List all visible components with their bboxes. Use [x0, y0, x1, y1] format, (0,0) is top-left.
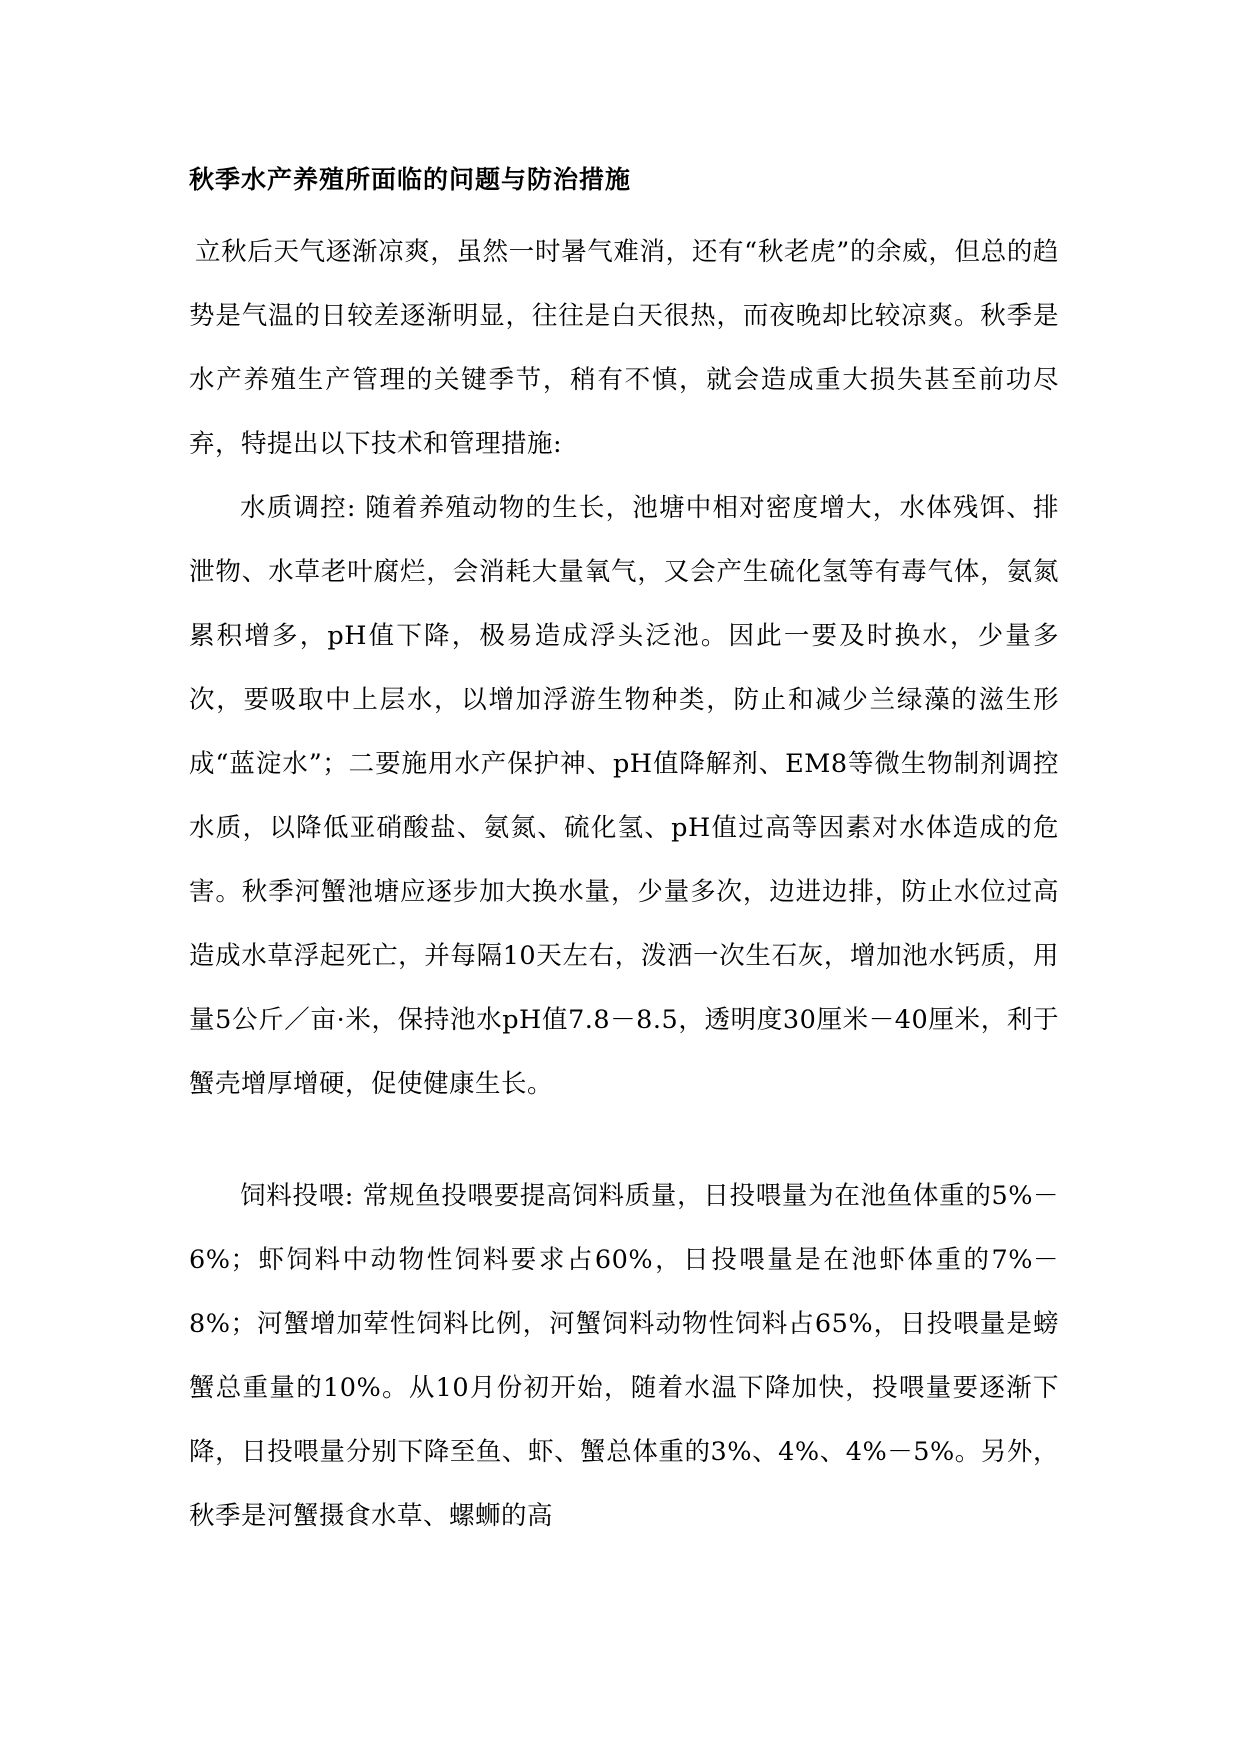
- paragraph-intro: 立秋后天气逐渐凉爽，虽然一时暑气难消，还有“秋老虎”的余威，但总的趋势是气温的日较差逐渐明显，往往是白天很热，而夜晚却比较凉爽。秋季是水产养殖生产管理的关键季节，稍有不慎，就会造成重大损失甚至前功尽弃，特提出以下技术和管理措施:: [189, 237, 1059, 459]
- paragraph-feeding: 饲料投喂: 常规鱼投喂要提高饲料质量，日投喂量为在池鱼体重的5%－6%；虾饲料中动物性饲料要求占60%，日投喂量是在池虾体重的7%－8%；河蟹增加荤性饲料比例，河蟹饲料动物性饲料占65%，日投喂量是螃蟹总重量的10%。从10月份初开始，随着水温下降加快，投喂量要逐渐下降，日投喂量分别下降至鱼、虾、蟹总体重的3%、4%、4%－5%。另外，秋季是河蟹摄食水草、螺蛳的高: [189, 1181, 1059, 1531]
- document-title: 秋季水产养殖所面临的问题与防治措施: [189, 165, 632, 194]
- paragraph-water-quality: 水质调控: 随着养殖动物的生长，池塘中相对密度增大，水体残饵、排泄物、水草老叶腐烂，会消耗大量氧气，又会产生硫化氢等有毒气体，氨氮累积增多，pH值下降，极易造成浮头泛池。因此一要及时换水，少量多次，要吸取中上层水，以增加浮游生物种类，防止和减少兰绿藻的滋生形成“蓝淀水”；二要施用水产保护神、pH值降解剂、EM8等微生物制剂调控水质，以降低亚硝酸盐、氨氮、硫化氢、pH值过高等因素对水体造成的危害。秋季河蟹池塘应逐步加大换水量，少量多次，边进边排，防止水位过高造成水草浮起死亡，并每隔10天左右，泼洒一次生石灰，增加池水钙质，用量5公斤／亩·米，保持池水pH值7.8－8.5，透明度30厘米－40厘米，利于蟹壳增厚增硬，促使健康生长。: [189, 493, 1059, 1099]
- paragraph-gap: [189, 1116, 1059, 1164]
- document-page: [189, 160, 1059, 1548]
